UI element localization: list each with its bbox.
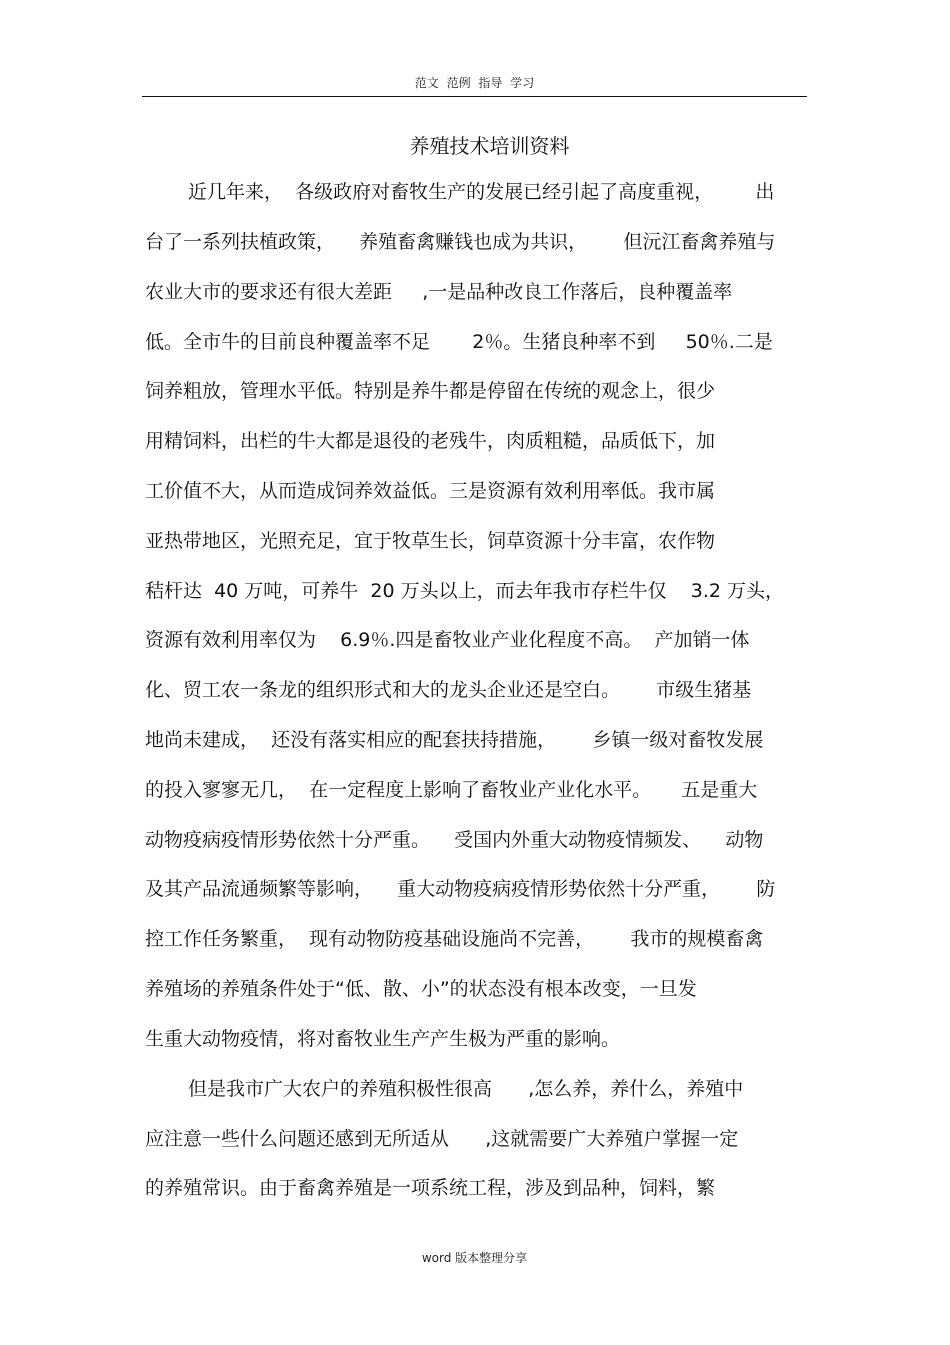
paragraph-line: 台了一系列扶植政策， 养殖畜禽赚钱也成为共识， 但沅江畜禽养殖与 xyxy=(145,231,776,253)
paragraph-line: 的投入寥寥无几， 在一定程度上影响了畜牧业产业化水平。 五是重大 xyxy=(145,779,758,801)
paragraph-line: 及其产品流通频繁等影响， 重大动物疫病疫情形势依然十分严重， 防 xyxy=(145,878,776,900)
paragraph-line: 秸杆达 40 万吨，可养牛 20 万头以上，而去年我市存栏牛仅 3.2 万头， xyxy=(145,580,785,602)
paragraph-line: 生重大动物疫情，将对畜牧业生产产生极为严重的影响。 xyxy=(145,1028,621,1050)
paragraph-line: 地尚未建成， 还没有落实相应的配套扶持措施， 乡镇一级对畜牧发展 xyxy=(145,729,764,751)
paragraph-line: 工价值不大，从而造成饲养效益低。三是资源有效利用率低。我市属 xyxy=(145,480,716,502)
paragraph-line: 的养殖常识。由于畜禽养殖是一项系统工程，涉及到品种，饲料，繁 xyxy=(145,1177,716,1199)
paragraph-line: 用精饲料，出栏的牛大都是退役的老残牛，肉质粗糙，品质低下，加 xyxy=(145,430,716,452)
paragraph-line: 资源有效利用率仅为 6.9％.四是畜牧业产业化程度不高。 产加销一体 xyxy=(145,629,750,651)
header-divider xyxy=(142,96,807,97)
paragraph-line: 但是我市广大农户的养殖积极性很高 ,怎么养，养什么，养殖中 xyxy=(188,1078,744,1100)
paragraph-line: 动物疫病疫情形势依然十分严重。 受国内外重大动物疫情频发、 动物 xyxy=(145,829,764,851)
paragraph-line: 化、贸工农一条龙的组织形式和大的龙头企业还是空白。 市级生猪基 xyxy=(145,679,752,701)
paragraph-line: 控工作任务繁重， 现有动物防疫基础设施尚不完善， 我市的规模畜禽 xyxy=(145,928,764,950)
header-text: 范文 范例 指导 学习 xyxy=(414,76,535,90)
paragraph-line: 亚热带地区，光照充足，宜于牧草生长，饲草资源十分丰富，农作物 xyxy=(145,530,716,552)
paragraph-line: 农业大市的要求还有很大差距 ,一是品种改良工作落后，良种覆盖率 xyxy=(145,281,733,303)
page-footer: word 版本整理分享 xyxy=(421,1251,528,1265)
paragraph-line: 低。全市牛的目前良种覆盖率不足 2％。生猪良种率不到 50％.二是 xyxy=(145,331,773,353)
paragraph-line: 养殖场的养殖条件处于“低、散、小”的状态没有根本改变，一旦发 xyxy=(145,978,697,1000)
document-title: 养殖技术培训资料 xyxy=(409,134,570,158)
paragraph-line: 近几年来， 各级政府对畜牧生产的发展已经引起了高度重视， 出 xyxy=(188,181,775,203)
paragraph-line: 应注意一些什么问题还感到无所适从 ,这就需要广大养殖户掌握一定 xyxy=(145,1128,739,1150)
paragraph-line: 饲养粗放，管理水平低。特别是养牛都是停留在传统的观念上，很少 xyxy=(145,380,716,402)
